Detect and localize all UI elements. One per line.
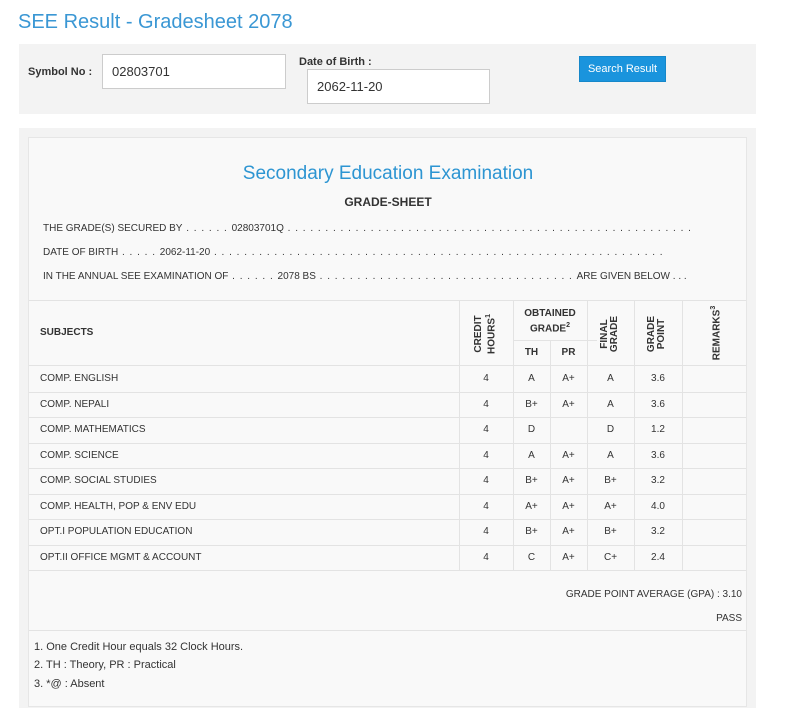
result-status: PASS <box>716 613 742 624</box>
page-title: SEE Result - Gradesheet 2078 <box>18 11 293 33</box>
cell-subject: COMP. SOCIAL STUDIES <box>40 475 157 486</box>
cell-grade-point: 4.0 <box>651 500 665 512</box>
table-row <box>29 443 746 468</box>
header-pr: PR <box>561 347 576 358</box>
table-row <box>29 366 746 391</box>
cell-pr <box>550 417 587 442</box>
secured-by-line: THE GRADE(S) SECURED BY . . . . . . 02803701Q . . . . . . . . . . . . . . . . . . . . . . . . . . . . . . . . . . . . . . . . . . . . . . . . . . . . . . <box>43 223 692 234</box>
table-row <box>29 392 746 417</box>
header-grade-point: GRADE POINT <box>646 315 667 353</box>
cell-subject: COMP. SCIENCE <box>40 449 119 461</box>
dob-line: DATE OF BIRTH . . . . . 2062-11-20 . . . . . . . . . . . . . . . . . . . . . . . . . . . . . . . . . . . . . . . . . . . . . . . . . . . . . . . . . . . . <box>43 247 664 258</box>
cell-final-grade: B+ <box>604 475 617 486</box>
table-row <box>29 519 746 544</box>
cell-final-grade: A+ <box>604 500 617 512</box>
sheet-title: Secondary Education Examination <box>242 163 534 184</box>
cell-final-grade: A <box>607 398 614 410</box>
cell-th: B+ <box>525 398 538 410</box>
header-credit-hours: CREDIT HOURS$^1$ <box>473 313 498 355</box>
cell-subject: OPT.I POPULATION EDUCATION <box>40 526 193 537</box>
cell-credit-hours: 4 <box>483 373 489 384</box>
cell-pr: A+ <box>562 551 575 563</box>
cell-credit-hours: 4 <box>483 398 489 410</box>
cell-subject: COMP. ENGLISH <box>40 373 119 384</box>
cell-pr: A+ <box>562 373 575 384</box>
cell-th: B+ <box>525 475 538 486</box>
header-obtained-grade: OBTAINED GRADE$^2$ <box>524 308 576 335</box>
exam-line-suffix: ARE GIVEN BELOW . . . <box>576 271 687 282</box>
cell-pr: A+ <box>562 449 575 461</box>
cell-subject: COMP. MATHEMATICS <box>40 424 146 435</box>
exam-line-value: 2078 BS <box>277 271 316 282</box>
cell-credit-hours: 4 <box>483 526 489 537</box>
cell-pr: A+ <box>562 526 575 537</box>
secured-by-label: THE GRADE(S) SECURED BY <box>43 223 183 234</box>
header-remarks: REMARKS$^3$ <box>710 305 723 361</box>
cell-credit-hours: 4 <box>483 551 489 563</box>
secured-by-value: 02803701Q <box>231 223 284 234</box>
cell-final-grade: D <box>606 424 615 435</box>
cell-subject: OPT.II OFFICE MGMT & ACCOUNT <box>40 551 202 563</box>
cell-grade-point: 2.4 <box>651 551 665 563</box>
symbol-no-label: Symbol No : <box>28 66 93 78</box>
cell-grade-point: 3.6 <box>651 373 665 384</box>
note-1: 1. One Credit Hour equals 32 Clock Hours. <box>34 641 244 653</box>
cell-th: A <box>528 449 535 461</box>
sheet-subtitle: GRADE-SHEET <box>344 195 432 209</box>
search-result-button[interactable]: Search Result <box>579 56 666 82</box>
table-row <box>29 468 746 493</box>
cell-th: B+ <box>525 526 538 537</box>
cell-th: A+ <box>525 500 538 512</box>
cell-pr: A+ <box>562 475 575 486</box>
symbol-no-input[interactable]: 02803701 <box>102 54 286 89</box>
exam-line: IN THE ANNUAL SEE EXAMINATION OF . . . . . . 2078 BS . . . . . . . . . . . . . . . . . . . . . . . . . . . . . . . . . . ARE GIVEN BELOW . . . <box>43 271 687 282</box>
cell-pr: A+ <box>562 398 575 410</box>
cell-th: C <box>527 551 536 563</box>
cell-credit-hours: 4 <box>483 500 489 512</box>
cell-grade-point: 3.2 <box>651 526 665 537</box>
cell-final-grade: A <box>607 449 614 461</box>
header-final-grade: FINAL GRADE <box>599 315 620 353</box>
table-row <box>29 417 746 442</box>
cell-credit-hours: 4 <box>483 449 489 461</box>
cell-th: A <box>528 373 535 384</box>
cell-grade-point: 1.2 <box>651 424 665 435</box>
cell-th: D <box>527 424 536 435</box>
dob-label: Date of Birth : <box>299 56 372 68</box>
cell-credit-hours: 4 <box>483 475 489 486</box>
cell-final-grade: A <box>607 373 614 384</box>
table-row <box>29 494 746 519</box>
cell-grade-point: 3.6 <box>651 449 665 461</box>
exam-line-label: IN THE ANNUAL SEE EXAMINATION OF <box>43 271 229 282</box>
gpa-text: GRADE POINT AVERAGE (GPA) : 3.10 <box>565 589 742 600</box>
cell-credit-hours: 4 <box>483 424 489 435</box>
table-row <box>29 545 746 570</box>
cell-final-grade: B+ <box>604 526 617 537</box>
cell-grade-point: 3.6 <box>651 398 665 410</box>
cell-final-grade: C+ <box>603 551 618 563</box>
cell-grade-point: 3.2 <box>651 475 665 486</box>
dob-line-value: 2062-11-20 <box>159 247 211 258</box>
cell-subject: COMP. HEALTH, POP & ENV EDU <box>40 500 197 512</box>
header-subjects: SUBJECTS <box>40 327 94 338</box>
note-2: 2. TH : Theory, PR : Practical <box>34 659 176 671</box>
cell-subject: COMP. NEPALI <box>40 398 110 410</box>
dob-line-label: DATE OF BIRTH <box>43 247 119 258</box>
note-3: 3. *@ : Absent <box>34 678 105 690</box>
cell-pr: A+ <box>562 500 575 512</box>
dob-input[interactable]: 2062-11-20 <box>307 69 490 104</box>
header-th: TH <box>524 347 539 358</box>
